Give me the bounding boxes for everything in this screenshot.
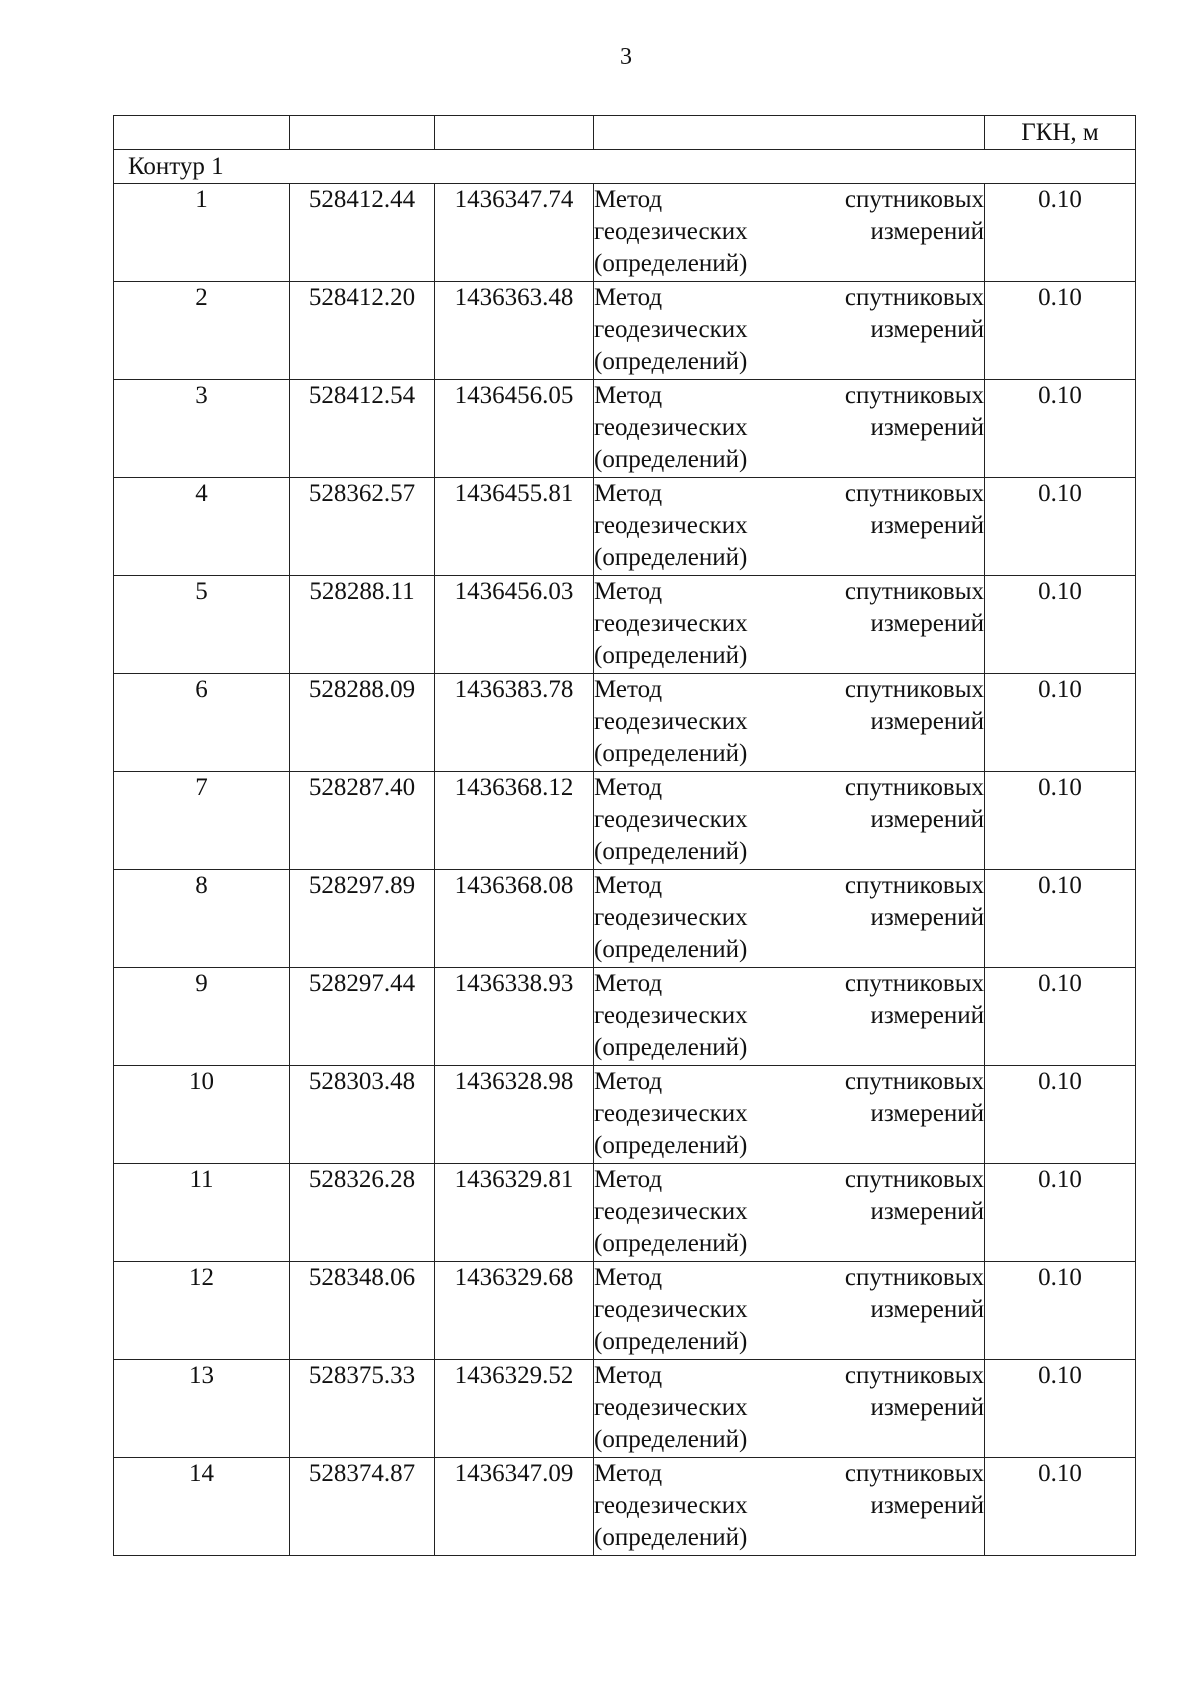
method-cell [594, 968, 985, 1066]
method-cell [594, 576, 985, 674]
method-word: спутниковых [844, 382, 984, 409]
method-line-2 [594, 314, 984, 346]
method-line-2 [594, 216, 984, 248]
table-row [114, 1262, 1136, 1360]
contour-label: Контур 1 [114, 150, 1136, 184]
method-word: геодезических [594, 512, 748, 539]
method-line-3: (определений) [594, 838, 748, 865]
method-line-1 [594, 674, 984, 706]
method-word: геодезических [594, 904, 748, 931]
y-coordinate-cell: 1436368.12 [435, 772, 594, 870]
accuracy-cell: 0.10 [985, 1066, 1136, 1164]
method-line-1 [594, 478, 984, 510]
method-line-3: (определений) [594, 1426, 748, 1453]
accuracy-cell: 0.10 [985, 184, 1136, 282]
method-word: измерений [870, 1394, 984, 1421]
method-word: геодезических [594, 1394, 748, 1421]
x-coordinate-cell: 528348.06 [290, 1262, 435, 1360]
x-coordinate-cell: 528326.28 [290, 1164, 435, 1262]
point-number-cell: 11 [114, 1164, 290, 1262]
y-coordinate-cell: 1436456.05 [435, 380, 594, 478]
method-word: геодезических [594, 218, 748, 245]
method-line-3: (определений) [594, 1034, 748, 1061]
method-word: Метод [594, 186, 663, 213]
method-cell [594, 1164, 985, 1262]
table-row [114, 282, 1136, 380]
method-cell [594, 674, 985, 772]
method-line-2 [594, 412, 984, 444]
method-cell [594, 282, 985, 380]
header-cell-x [290, 116, 435, 150]
y-coordinate-cell: 1436347.09 [435, 1458, 594, 1556]
coordinates-table [113, 115, 1136, 1556]
method-word: геодезических [594, 1492, 748, 1519]
x-coordinate-cell: 528375.33 [290, 1360, 435, 1458]
method-line-1 [594, 772, 984, 804]
table-row [114, 1458, 1136, 1556]
table-row [114, 184, 1136, 282]
method-line-3: (определений) [594, 1328, 748, 1355]
table-row [114, 772, 1136, 870]
y-coordinate-cell: 1436347.74 [435, 184, 594, 282]
table-row [114, 674, 1136, 772]
method-word: спутниковых [844, 284, 984, 311]
y-coordinate-cell: 1436328.98 [435, 1066, 594, 1164]
method-cell [594, 478, 985, 576]
method-line-1 [594, 1066, 984, 1098]
accuracy-cell: 0.10 [985, 1262, 1136, 1360]
table-row [114, 968, 1136, 1066]
point-number-cell: 14 [114, 1458, 290, 1556]
method-word: спутниковых [844, 676, 984, 703]
method-line-2 [594, 510, 984, 542]
point-number-cell: 5 [114, 576, 290, 674]
method-line-2 [594, 1294, 984, 1326]
method-line-1 [594, 380, 984, 412]
method-cell [594, 380, 985, 478]
method-word: спутниковых [844, 578, 984, 605]
method-line-3: (определений) [594, 936, 748, 963]
method-line-3: (определений) [594, 1230, 748, 1257]
point-number-cell: 2 [114, 282, 290, 380]
method-cell [594, 184, 985, 282]
point-number-cell: 10 [114, 1066, 290, 1164]
table-row [114, 870, 1136, 968]
method-word: измерений [870, 414, 984, 441]
method-word: Метод [594, 970, 663, 997]
accuracy-cell: 0.10 [985, 478, 1136, 576]
method-word: Метод [594, 480, 663, 507]
method-word: измерений [870, 1100, 984, 1127]
method-line-2 [594, 902, 984, 934]
page-number: 3 [620, 44, 632, 70]
x-coordinate-cell: 528297.44 [290, 968, 435, 1066]
method-line-2 [594, 1098, 984, 1130]
method-word: Метод [594, 1460, 663, 1487]
y-coordinate-cell: 1436383.78 [435, 674, 594, 772]
method-word: Метод [594, 1166, 663, 1193]
method-word: спутниковых [844, 1264, 984, 1291]
method-line-3: (определений) [594, 1524, 748, 1551]
point-number-cell: 7 [114, 772, 290, 870]
method-line-2 [594, 608, 984, 640]
header-cell-method [594, 116, 985, 150]
method-line-2 [594, 1000, 984, 1032]
y-coordinate-cell: 1436455.81 [435, 478, 594, 576]
method-cell [594, 772, 985, 870]
accuracy-cell: 0.10 [985, 282, 1136, 380]
method-word: спутниковых [844, 1068, 984, 1095]
table-header-row [114, 116, 1136, 150]
method-line-1 [594, 1360, 984, 1392]
method-line-2 [594, 1196, 984, 1228]
accuracy-cell: 0.10 [985, 1458, 1136, 1556]
method-line-3: (определений) [594, 348, 748, 375]
method-word: геодезических [594, 1296, 748, 1323]
accuracy-cell: 0.10 [985, 968, 1136, 1066]
method-word: Метод [594, 382, 663, 409]
header-cell-y [435, 116, 594, 150]
method-word: Метод [594, 1362, 663, 1389]
method-word: Метод [594, 284, 663, 311]
method-word: Метод [594, 1264, 663, 1291]
method-word: Метод [594, 676, 663, 703]
method-line-2 [594, 1490, 984, 1522]
method-line-1 [594, 1262, 984, 1294]
method-line-2 [594, 1392, 984, 1424]
method-word: измерений [870, 610, 984, 637]
table-row [114, 1066, 1136, 1164]
method-word: Метод [594, 872, 663, 899]
method-line-1 [594, 184, 984, 216]
method-line-1 [594, 1458, 984, 1490]
x-coordinate-cell: 528412.54 [290, 380, 435, 478]
method-word: геодезических [594, 1002, 748, 1029]
method-word: геодезических [594, 414, 748, 441]
accuracy-cell: 0.10 [985, 576, 1136, 674]
accuracy-cell: 0.10 [985, 1360, 1136, 1458]
method-line-3: (определений) [594, 740, 748, 767]
method-word: геодезических [594, 316, 748, 343]
method-line-1 [594, 870, 984, 902]
method-word: спутниковых [844, 1460, 984, 1487]
accuracy-cell: 0.10 [985, 380, 1136, 478]
header-cell-unit: ГКН, м [985, 116, 1136, 150]
contour-row [114, 150, 1136, 184]
x-coordinate-cell: 528412.44 [290, 184, 435, 282]
method-cell [594, 870, 985, 968]
method-line-3: (определений) [594, 250, 748, 277]
coordinates-table-body [114, 116, 1136, 1556]
x-coordinate-cell: 528374.87 [290, 1458, 435, 1556]
accuracy-cell: 0.10 [985, 674, 1136, 772]
method-word: геодезических [594, 806, 748, 833]
header-cell-number [114, 116, 290, 150]
method-line-2 [594, 804, 984, 836]
point-number-cell: 1 [114, 184, 290, 282]
point-number-cell: 8 [114, 870, 290, 968]
method-word: измерений [870, 708, 984, 735]
method-line-1 [594, 1164, 984, 1196]
method-word: Метод [594, 774, 663, 801]
method-word: геодезических [594, 1198, 748, 1225]
x-coordinate-cell: 528412.20 [290, 282, 435, 380]
table-row [114, 1164, 1136, 1262]
method-word: спутниковых [844, 480, 984, 507]
method-word: измерений [870, 1492, 984, 1519]
point-number-cell: 9 [114, 968, 290, 1066]
method-cell [594, 1458, 985, 1556]
y-coordinate-cell: 1436329.68 [435, 1262, 594, 1360]
point-number-cell: 13 [114, 1360, 290, 1458]
y-coordinate-cell: 1436456.03 [435, 576, 594, 674]
method-cell [594, 1262, 985, 1360]
x-coordinate-cell: 528303.48 [290, 1066, 435, 1164]
accuracy-cell: 0.10 [985, 870, 1136, 968]
table-row [114, 576, 1136, 674]
x-coordinate-cell: 528288.11 [290, 576, 435, 674]
y-coordinate-cell: 1436363.48 [435, 282, 594, 380]
method-word: спутниковых [844, 1362, 984, 1389]
method-word: измерений [870, 218, 984, 245]
x-coordinate-cell: 528297.89 [290, 870, 435, 968]
method-word: измерений [870, 1198, 984, 1225]
point-number-cell: 3 [114, 380, 290, 478]
method-word: измерений [870, 1002, 984, 1029]
method-word: измерений [870, 512, 984, 539]
x-coordinate-cell: 528287.40 [290, 772, 435, 870]
method-word: спутниковых [844, 1166, 984, 1193]
point-number-cell: 12 [114, 1262, 290, 1360]
method-word: измерений [870, 316, 984, 343]
method-word: спутниковых [844, 186, 984, 213]
accuracy-cell: 0.10 [985, 772, 1136, 870]
method-word: геодезических [594, 1100, 748, 1127]
method-line-3: (определений) [594, 1132, 748, 1159]
method-word: спутниковых [844, 774, 984, 801]
point-number-cell: 4 [114, 478, 290, 576]
method-line-1 [594, 576, 984, 608]
y-coordinate-cell: 1436368.08 [435, 870, 594, 968]
table-row [114, 1360, 1136, 1458]
method-word: Метод [594, 1068, 663, 1095]
table-row [114, 478, 1136, 576]
method-cell [594, 1066, 985, 1164]
method-line-1 [594, 282, 984, 314]
x-coordinate-cell: 528288.09 [290, 674, 435, 772]
method-word: спутниковых [844, 970, 984, 997]
method-word: спутниковых [844, 872, 984, 899]
table-row [114, 380, 1136, 478]
method-line-2 [594, 706, 984, 738]
method-line-1 [594, 968, 984, 1000]
y-coordinate-cell: 1436329.81 [435, 1164, 594, 1262]
x-coordinate-cell: 528362.57 [290, 478, 435, 576]
method-word: измерений [870, 1296, 984, 1323]
method-line-3: (определений) [594, 544, 748, 571]
point-number-cell: 6 [114, 674, 290, 772]
y-coordinate-cell: 1436329.52 [435, 1360, 594, 1458]
y-coordinate-cell: 1436338.93 [435, 968, 594, 1066]
method-word: геодезических [594, 610, 748, 637]
method-cell [594, 1360, 985, 1458]
method-word: измерений [870, 904, 984, 931]
method-line-3: (определений) [594, 446, 748, 473]
method-word: измерений [870, 806, 984, 833]
method-word: Метод [594, 578, 663, 605]
method-word: геодезических [594, 708, 748, 735]
accuracy-cell: 0.10 [985, 1164, 1136, 1262]
method-line-3: (определений) [594, 642, 748, 669]
